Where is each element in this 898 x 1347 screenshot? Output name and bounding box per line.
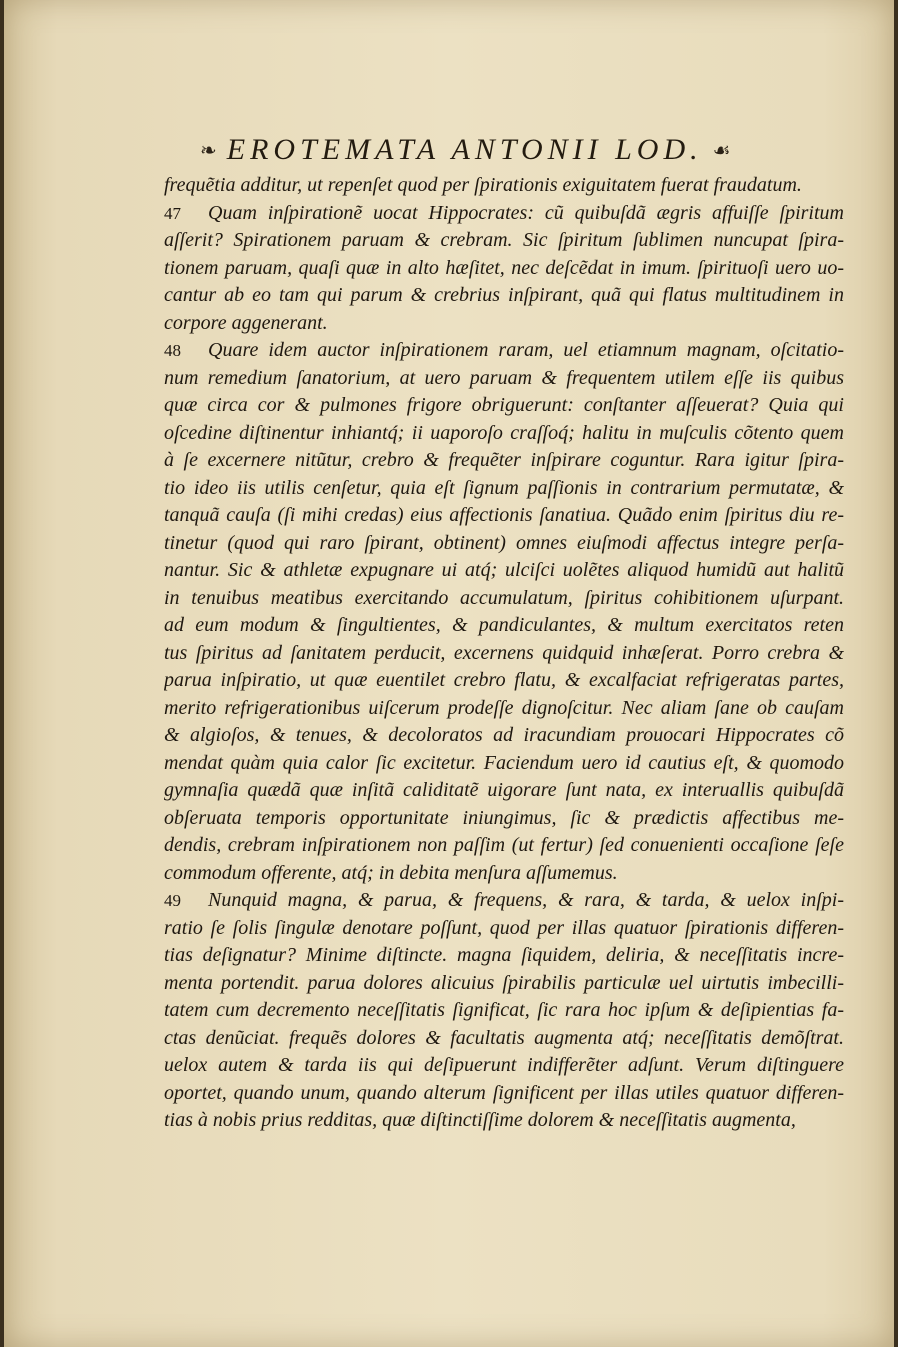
line-text: tus ſpiritus ad ſanitatem perducit, excernens quidquid inhæſerat. Porro crebra & xyxy=(164,641,844,664)
text-line xyxy=(164,640,844,668)
running-head-title: EROTEMATA ANTONII LOD. xyxy=(226,133,703,166)
line-text: gymnaſia quædã quæ inſitã caliditatẽ uigorare ſunt nata, ex interuallis quibuſdã xyxy=(164,779,844,801)
catchword xyxy=(724,1172,774,1202)
text-line xyxy=(164,722,844,750)
text-line xyxy=(164,667,844,695)
text-line xyxy=(164,502,844,530)
text-line xyxy=(164,1052,844,1080)
book-page xyxy=(4,0,894,1347)
text-line xyxy=(164,1025,844,1053)
running-head xyxy=(200,130,820,170)
text-line xyxy=(164,1080,844,1108)
line-text: tanquã cauſa (ſi mihi credas) eius affectionis ſanatiua. Quãdo enim ſpiritus diu re- xyxy=(164,504,844,526)
line-text: frequẽtia additur, ut repenſet quod per ſpirationis exiguitatem fuerat fraudatum. xyxy=(164,174,802,196)
text-line xyxy=(164,447,844,475)
line-text: mendat quàm quia calor ſic excitetur. Faciendum uero id cautius eſt, & quomodo xyxy=(164,751,844,774)
text-line xyxy=(164,227,844,255)
text-line xyxy=(164,942,844,970)
line-text: dendis, crebram inſpirationem non paſſim (ut fertur) ſed conuenienti occaſione ſeſe xyxy=(164,834,844,856)
fleuron-right-icon: ☙ xyxy=(712,138,731,162)
line-text: tionem paruam, quaſi quæ in alto hæſitet, nec deſcẽdat in imum. ſpirituoſi uero uo- xyxy=(164,256,844,279)
line-text: tatem cum decremento neceſſitatis ſignificat, ſic rara hoc ipſum & deſipientias fa- xyxy=(164,999,844,1021)
text-line xyxy=(164,585,844,613)
text-line xyxy=(164,172,844,200)
text-line xyxy=(164,915,844,943)
text-line xyxy=(164,282,844,310)
line-text: ctas denũciat. frequẽs dolores & facultatis augmenta atq́; neceſſitatis demõſtrat. xyxy=(164,1026,844,1049)
line-text: ratio ſe ſolis ſingulæ denotare poſſunt, quod per illas quatuor ſpirationis differen- xyxy=(164,916,844,939)
line-text: tias deſignatur? Minime diſtincte. magna ſiquidem, deliria, & neceſſitatis incre- xyxy=(164,944,844,966)
line-text: obſeruata temporis opportunitate iniungimus, ſic & prædictis affectibus me- xyxy=(164,806,844,829)
paragraph-number: 47 xyxy=(164,203,181,223)
body-text xyxy=(164,172,844,1135)
line-text: oſcedine diſtinentur inhiantq́; ii uaporoſo craſſoq́; halitu in muſculis cõtento quem xyxy=(164,421,844,444)
text-line xyxy=(164,530,844,558)
text-line xyxy=(164,310,844,338)
paragraph-number: 49 xyxy=(164,891,181,910)
fleuron-left-icon: ❧ xyxy=(200,138,217,162)
text-line xyxy=(164,557,844,585)
line-text: ad eum modum & ſingultientes, & pandiculantes, & multum exercitatos reten xyxy=(164,614,844,636)
line-text: merito refrigerationibus uiſcerum prodeſſe dignoſcitur. Nec aliam ſane ob cauſam xyxy=(164,696,844,719)
line-text: oportet, quando unum, quando alterum ſignificent per illas utiles quatuor differen- xyxy=(164,1081,844,1104)
line-text: quæ circa cor & pulmones frigore obriguerunt: conſtanter aſſeuerat? Quia qui xyxy=(164,394,844,416)
text-line xyxy=(164,860,844,888)
line-text: Nunquid magna, & parua, & frequens, & rara, & tarda, & uelox inſpi- xyxy=(208,889,844,911)
line-text: à ſe excernere nitũtur, crebro & frequẽter inſpirare coguntur. Rara igitur ſpira- xyxy=(164,449,844,471)
text-line xyxy=(164,777,844,805)
line-text: tias à nobis prius redditas, quæ diſtinctiſſime dolorem & neceſſitatis augmenta, xyxy=(164,1109,796,1131)
line-text: & algioſos, & tenues, & decoloratos ad iracundiam prouocari Hippocrates cõ xyxy=(164,724,844,746)
line-text: in tenuibus meatibus exercitando accumulatum, ſpiritus cohibitionem uſurpant. xyxy=(164,586,844,609)
text-line xyxy=(164,750,844,778)
text-line xyxy=(164,970,844,998)
line-text: aſſerit? Spirationem paruam & crebram. Sic ſpiritum ſublimen nuncupat ſpira- xyxy=(164,229,844,251)
text-line xyxy=(164,392,844,420)
line-text: tinetur (quod qui raro ſpirant, obtinent) omnes eiuſmodi affectus integre perſa- xyxy=(164,531,844,554)
paragraph-number: 48 xyxy=(164,341,181,360)
text-line xyxy=(164,805,844,833)
page-corner xyxy=(854,0,894,40)
line-text: corpore aggenerant. xyxy=(164,311,328,334)
text-line xyxy=(164,475,844,503)
text-line xyxy=(164,420,844,448)
line-text: num remedium ſanatorium, at uero paruam & frequentem utilem eſſe iis quibus xyxy=(164,366,844,389)
text-line xyxy=(164,997,844,1025)
text-line xyxy=(164,255,844,283)
line-text: parua inſpiratio, ut quæ euentilet crebro flatu, & excalfaciat refrigeratas partes, xyxy=(164,669,844,691)
text-line xyxy=(164,612,844,640)
text-line xyxy=(164,832,844,860)
line-text: Quam inſpirationẽ uocat Hippocrates: cũ quibuſdã ægris affuiſſe ſpiritum xyxy=(208,201,844,224)
line-text: cantur ab eo tam qui parum & crebrius inſpirant, quã qui flatus multitudinem in xyxy=(164,284,844,306)
text-line xyxy=(164,365,844,393)
text-line xyxy=(164,1107,844,1135)
line-text: uelox autem & tarda iis qui deſipuerunt indifferẽter adſunt. Verum diſtinguere xyxy=(164,1054,844,1076)
text-line xyxy=(164,887,844,915)
text-line xyxy=(164,695,844,723)
line-text: tio ideo iis utilis cenſetur, quia eſt ſignum paſſionis in contrarium permutatæ, & xyxy=(164,476,844,499)
line-text: nantur. Sic & athletæ expugnare ui atq́; ulciſci uolẽtes aliquod humidũ aut halitũ xyxy=(164,559,844,581)
line-text: menta portendit. parua dolores alicuius ſpirabilis particulæ uel uirtutis imbecilli- xyxy=(164,971,844,994)
text-line xyxy=(164,337,844,365)
line-text: commodum offerente, atq́; in debita menſura aſſumemus. xyxy=(164,861,618,884)
text-line xyxy=(164,200,844,228)
line-text: Quare idem auctor inſpirationem raram, uel etiamnum magnam, oſcitatio- xyxy=(208,339,844,361)
